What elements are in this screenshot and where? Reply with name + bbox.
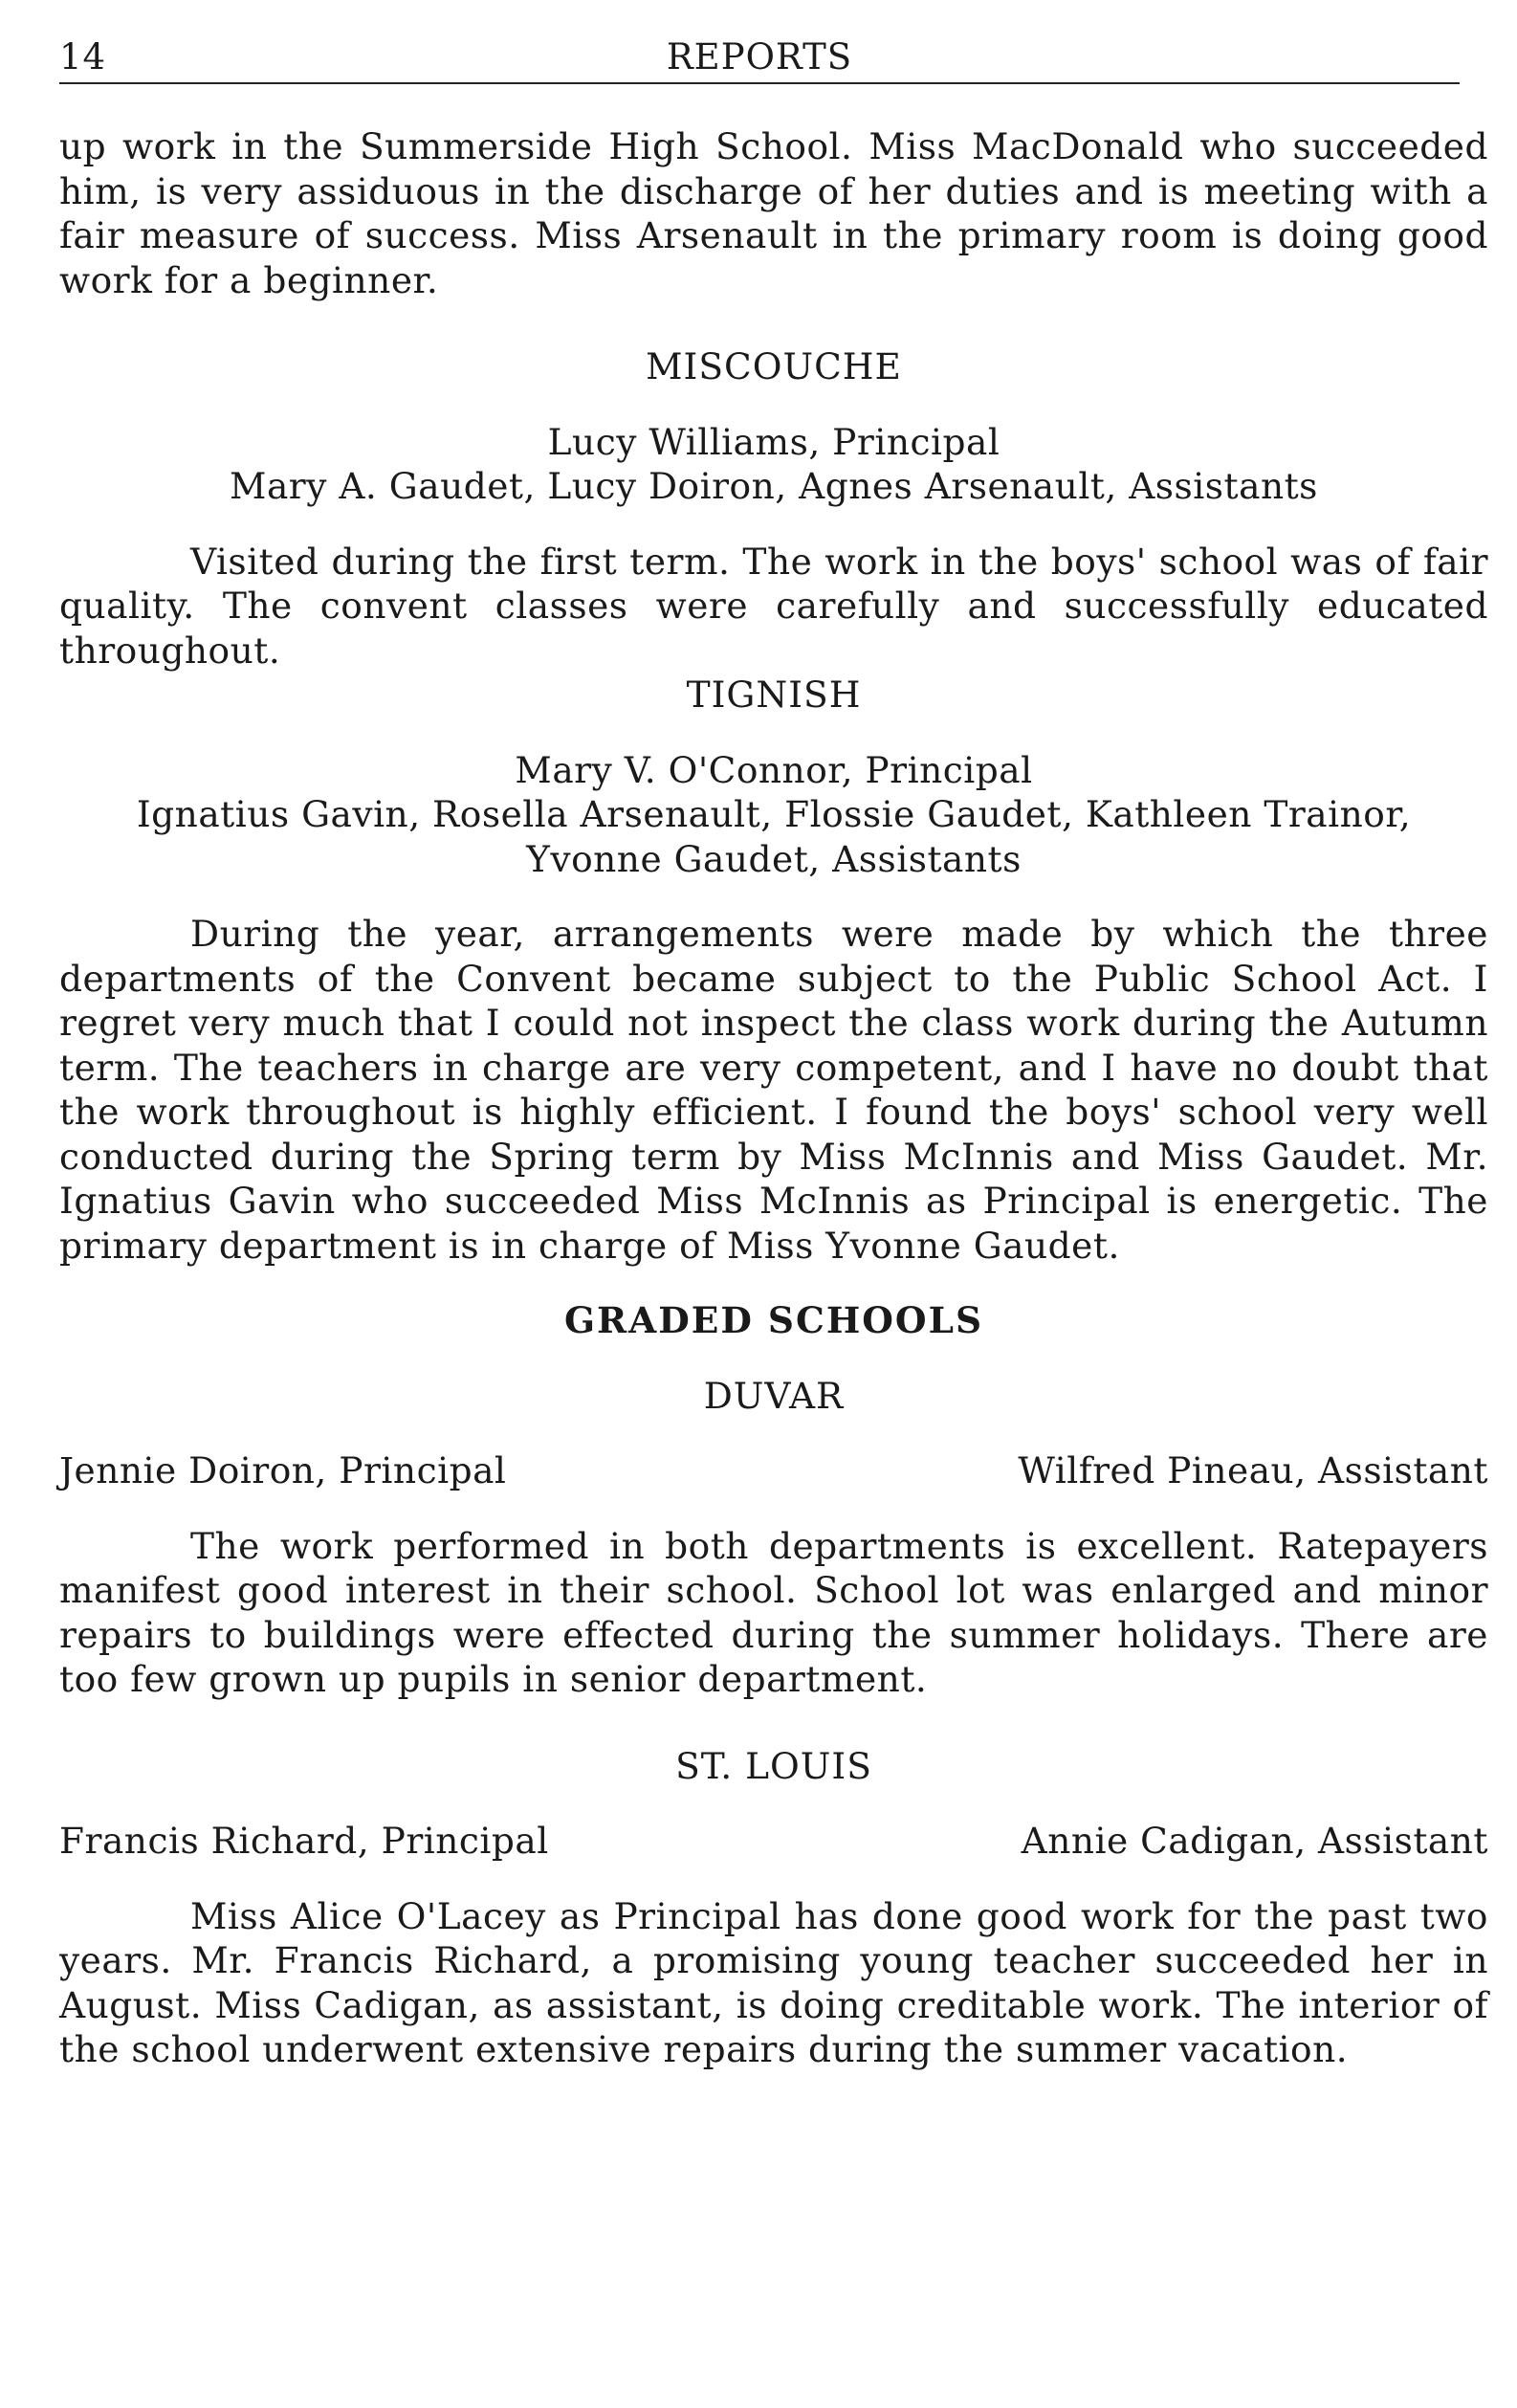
- duvar-paragraph: The work performed in both departments is excellent. Ratepayers manifest good interest in their school. School lot was enlarged and minor repairs to buildings were effected during the summer holidays. There are too few grown up pupils in senior department.: [59, 1524, 1488, 1700]
- tignish-paragraph: During the year, arrangements were made by which the three departments of the Convent became subject to the Public School Act. I regret very much that I could not inspect the class work during the Autumn term. The teachers in charge are very competent, and I have no doubt that the work throughout is highly efficient. I found the boys' school very well conducted during the Spring term by Miss McInnis and Miss Gaudet. Mr. Ignatius Gavin who succeeded Miss McInnis as Principal is energetic. The primary department is in charge of Miss Yvonne Gaudet.: [59, 913, 1488, 1267]
- st-louis-paragraph: Miss Alice O'Lacey as Principal has done good work for the past two years. Mr. Francis Richard, a promising young teacher succeeded her in August. Miss Cadigan, as assistant, is doing creditable work. The interior of the school underwent extensive repairs during the summer vacation.: [59, 1894, 1488, 2070]
- miscouche-assistants: Mary A. Gaudet, Lucy Doiron, Agnes Arsenault, Assistants: [230, 465, 1318, 507]
- miscouche-principal: Lucy Williams, Principal: [547, 420, 1000, 463]
- duvar-assistant: Wilfred Pineau, Assistant: [1018, 1449, 1488, 1491]
- st-louis-assistant: Annie Cadigan, Assistant: [1021, 1820, 1488, 1862]
- report-body: [59, 124, 1488, 2072]
- running-title: REPORTS: [666, 36, 853, 77]
- graded-schools-heading: GRADED SCHOOLS: [563, 1299, 984, 1341]
- tignish-assistants-line-1: Ignatius Gavin, Rosella Arsenault, Flossie Gaudet, Kathleen Trainor,: [136, 793, 1412, 835]
- section-title-st-louis: ST. LOUIS: [675, 1744, 872, 1787]
- duvar-staff-row: [59, 1448, 1488, 1493]
- section-title-tignish: TIGNISH: [686, 674, 862, 716]
- tignish-principal: Mary V. O'Connor, Principal: [515, 748, 1033, 791]
- intro-paragraph: up work in the Summerside High School. Miss MacDonald who succeeded him, is very assiduous in the discharge of her duties and is meeting with a fair measure of success. Miss Arsenault in the primary room is doing good work for a beginner.: [59, 125, 1488, 301]
- tignish-assistants-line-2: Yvonne Gaudet, Assistants: [526, 837, 1022, 880]
- miscouche-paragraph: Visited during the first term. The work in the boys' school was of fair quality. The convent classes were carefully and successfully educated throughout.: [59, 540, 1488, 672]
- running-header: [59, 29, 1488, 82]
- st-louis-staff-row: [59, 1819, 1488, 1864]
- duvar-principal: Jennie Doiron, Principal: [59, 1449, 507, 1491]
- st-louis-principal: Francis Richard, Principal: [59, 1820, 549, 1862]
- section-title-duvar: DUVAR: [703, 1374, 845, 1417]
- section-title-miscouche: MISCOUCHE: [646, 345, 902, 387]
- header-rule: [59, 82, 1460, 84]
- page-number: 14: [59, 36, 107, 77]
